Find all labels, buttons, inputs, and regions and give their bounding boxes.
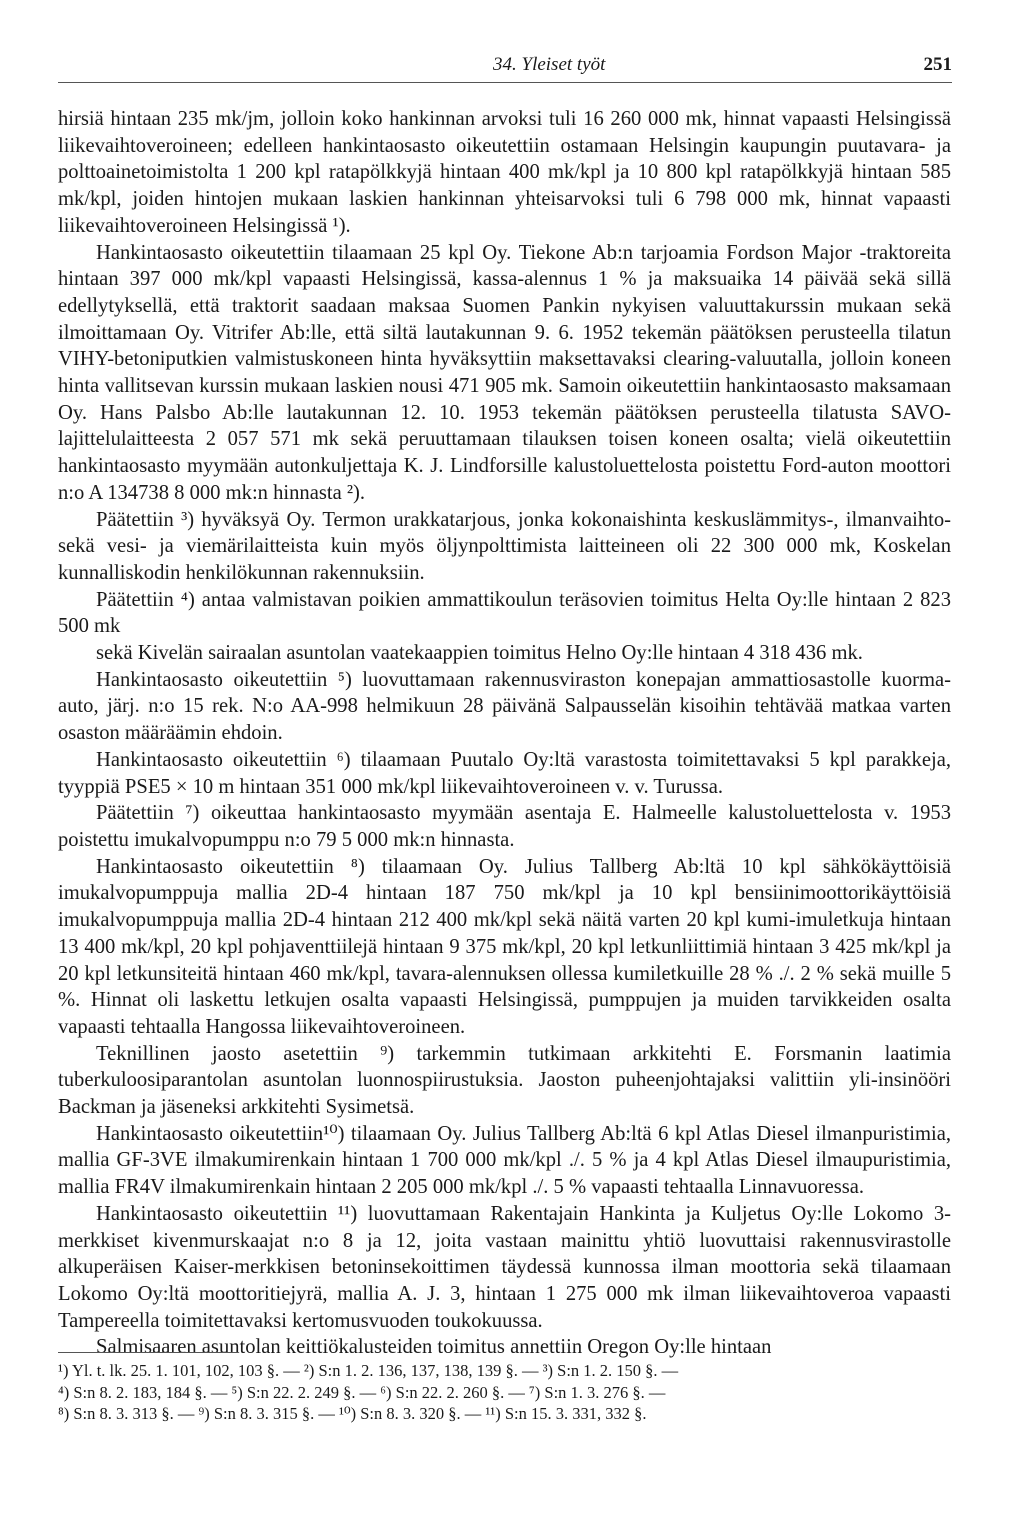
running-title: 34. Yleiset työt <box>493 54 606 75</box>
footnote-line: ⁸) S:n 8. 3. 313 §. — ⁹) S:n 8. 3. 315 §. — ¹⁰) S:n 8. 3. 320 §. — ¹¹) S:n 15. 3. 331, 332 §. <box>58 1404 647 1423</box>
paragraph: Hankintaosasto oikeutettiin¹⁰) tilaamaan Oy. Julius Tallberg Ab:ltä 6 kpl Atlas Diesel ilmanpuristimia, mallia GF-3VE ilmakumirenkain hintaan 1 700 000 mk/kpl ./. 5 % ja 4 kpl Atlas Diesel ilmaupuristimia, mallia FR4V ilmakumirenkain hintaan 2 205 000 mk/kpl ./. 5 % vapaasti tehtaalla Linnavuoressa. <box>58 1122 951 1199</box>
footnote-line: ¹) Yl. t. lk. 25. 1. 101, 102, 103 §. — ²) S:n 1. 2. 136, 137, 138, 139 §. — ³) S:n 1. 2. 150 §. — <box>58 1361 679 1380</box>
paragraph: Hankintaosasto oikeutettiin ⁶) tilaamaan Puutalo Oy:ltä varastosta toimitettavaksi 5 kpl parakkeja, tyyppiä PSE5 × 10 m hintaan 351 000 mk/kpl liikevaihtoveroineen v. v. Turussa. <box>58 748 951 798</box>
footnote-rule <box>58 1352 238 1353</box>
paragraph: Salmisaaren asuntolan keittiökalusteiden toimitus annettiin Oregon Oy:lle hintaan <box>96 1336 772 1359</box>
paragraph: Teknillinen jaosto asetettiin ⁹) tarkemmin tutkimaan arkkitehti E. Forsmanin laatimia tuberkuloosiparantolan asuntolan luonnospiirustuksia. Jaoston puheenjohtajaksi valittiin yli-insinööri Backman ja jäseneksi arkkitehti Sysimetsä. <box>58 1042 951 1119</box>
body-text <box>58 106 951 1361</box>
paragraph: Hankintaosasto oikeutettiin tilaamaan 25 kpl Oy. Tiekone Ab:n tarjoamia Fordson Major -traktoreita hintaan 397 000 mk/kpl vapaasti Helsingissä, kassa-alennus 1 % ja maksuaika 14 päivää sekä sillä edellytyksellä, että traktorit saadaan maksaa Suomen Pankin nykyisen valuuttakurssin mukaan sekä ilmoittamaan Oy. Vitrifer Ab:lle, että siltä lautakunnan 9. 6. 1952 tekemän päätöksen perusteella tilatun VIHY-betoniputkien valmistuskoneen hinta hyväksyttiin maksettavaksi clearing-valuutalla, jolloin koneen hinta vallitsevan kurssin mukaan laskien nousi 471 905 mk. Samoin oikeutettiin hankintaosasto maksamaan Oy. Hans Palsbo Ab:lle lautakunnan 12. 10. 1953 tekemän päätöksen perusteella tilatusta SAVO-lajittelulaitteesta 2 057 571 mk sekä peruuttamaan tilauksen toisen koneen osalta; vielä oikeutettiin hankintaosasto myymään autonkuljettaja K. J. Lindforsille kalustoluettelosta poistettu Ford-auton moottori n:o A 134738 8 000 mk:n hinnasta ²). <box>58 241 951 504</box>
page-header <box>58 54 952 84</box>
footnotes <box>58 1360 951 1425</box>
footnote-line: ⁴) S:n 8. 2. 183, 184 §. — ⁵) S:n 22. 2. 249 §. — ⁶) S:n 22. 2. 260 §. — ⁷) S:n 1. 3. 276 §. — <box>58 1382 666 1402</box>
paragraph: sekä Kivelän sairaalan asuntolan vaatekaappien toimitus Helno Oy:lle hintaan 4 318 436 mk. <box>96 642 863 665</box>
paragraph: Päätettiin ⁷) oikeuttaa hankintaosasto myymään asentaja E. Halmeelle kalustoluettelosta v. 1953 poistettu imukalvopumppu n:o 79 5 000 mk:n hinnasta. <box>58 802 951 851</box>
paragraph: Päätettiin ³) hyväksyä Oy. Termon urakkatarjous, jonka kokonaishinta keskuslämmitys-, ilmanvaihto- sekä vesi- ja viemärilaitteista kuin myös öljynpolttimista laitteineen oli 22 300 000 mk, Koskelan kunnalliskodin henkilökunnan rakennuksiin. <box>58 508 951 584</box>
header-rule <box>58 82 952 83</box>
paragraph: Hankintaosasto oikeutettiin ⁸) tilaamaan Oy. Julius Tallberg Ab:ltä 10 kpl sähkökäyttöisiä imukalvopumppuja mallia 2D-4 hintaan 187 750 mk/kpl ja 10 kpl bensiinimoottorikäyttöisiä imukalvopumppuja mallia 2D-4 hintaan 212 400 mk/kpl sekä näitä varten 20 kpl kumi-imuletkuja hintaan 13 400 mk/kpl, 20 kpl pohjaventtiilejä hintaan 9 375 mk/kpl, 20 kpl letkunliittimiä hintaan 3 425 mk/kpl ja 20 kpl letkunsiteitä hintaan 460 mk/kpl, tavara-alennuksen ollessa kumiletkuille 28 % ./. 2 % sekä muille 5 %. Hinnat oli laskettu letkujen osalta vapaasti Helsingissä, pumppujen ja muiden tarvikkeiden osalta vapaasti tehtaalla Hangossa liikevaihtoveroineen. <box>58 855 951 1038</box>
page-number: 251 <box>923 54 952 75</box>
paragraph: Hankintaosasto oikeutettiin ⁵) luovuttamaan rakennusviraston konepajan ammattiosastolle kuorma-auto, järj. n:o 15 rek. N:o AA-998 helmikuun 28 päivänä Salpausselän kisoihin tehtävää matkaa varten osaston määräämin ehdoin. <box>58 668 951 745</box>
paragraph: Hankintaosasto oikeutettiin ¹¹) luovuttamaan Rakentajain Hankinta ja Kuljetus Oy:lle Lokomo 3-merkkiset kivenmurskaajat n:o 8 ja 12, joita vastaan mainittu yhtiö luovuttaisi rakennusvirastolle alkuperäisen Kaiser-merkkisen betoninsekoittimen täydessä kunnossa ilman moottoria sekä tilaamaan Lokomo Oy:ltä moottoritiejyrä, mallia A. J. 3, hintaan 1 275 000 mk ilman liikevaihtoveroa vapaasti Tampereella toimitettavaksi kertomusvuoden toukokuussa. <box>58 1202 951 1332</box>
paragraph: Päätettiin ⁴) antaa valmistavan poikien ammattikoulun teräsovien toimitus Helta Oy:lle hintaan 2 823 500 mk <box>58 588 951 638</box>
paragraph: hirsiä hintaan 235 mk/jm, jolloin koko hankinnan arvoksi tuli 16 260 000 mk, hinnat vapaasti Helsingissä liikevaihtoveroineen; edelleen hankintaosasto oikeutettiin ostamaan Helsingin kaupungin puutavara- ja polttoainetoimistolta 1 200 kpl ratapölkkyjä hintaan 400 mk/kpl ja 10 800 kpl ratapölkkyjä hintaan 585 mk/kpl, joiden hintojen mukaan laskien hankinnan yhteisarvoksi tuli 6 798 000 mk, hinnat vapaasti liikevaihtoveroineen Helsingissä ¹). <box>58 108 951 237</box>
